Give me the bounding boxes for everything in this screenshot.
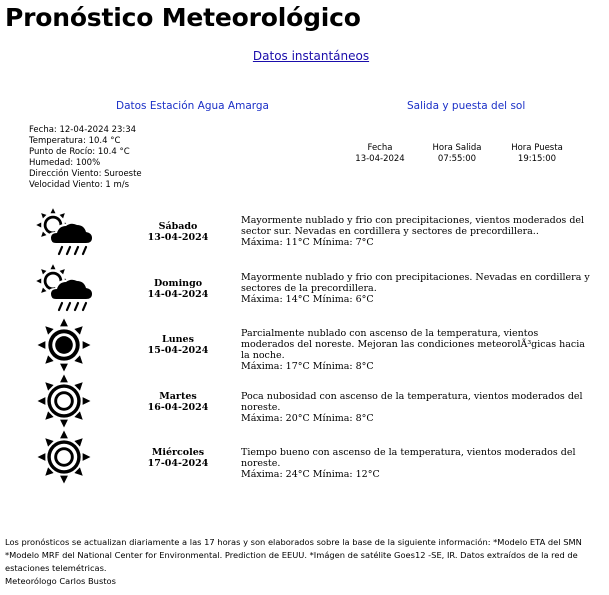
forecast-row: [0, 318, 609, 374]
sun-title: Salida y puesta del sol: [407, 100, 526, 112]
forecast-date: 15-04-2024: [147, 345, 209, 356]
forecast-description: [241, 328, 591, 372]
station-dew-point: Punto de Rocío: 10.4 °C: [29, 147, 130, 157]
sun-value-sunset: 19:15:00: [517, 153, 557, 164]
forecast-temps: Máxima: 14°C Mínima: 6°C: [241, 294, 374, 305]
sun-col-sunset: [506, 143, 568, 164]
forecast-day-name: Martes: [159, 391, 197, 402]
station-date: Fecha: 12-04-2024 23:34: [29, 125, 137, 135]
footer-author: Meteorólogo Carlos Bustos: [5, 576, 116, 586]
forecast-temps: Máxima: 20°C Mínima: 8°C: [241, 413, 374, 424]
sun-cloud-rain-icon: [32, 204, 96, 260]
station-temperature: Temperatura: 10.4 °C: [29, 136, 121, 146]
forecast-day-name: Sábado: [158, 221, 198, 232]
forecast-row: [0, 204, 609, 260]
forecast-date: 17-04-2024: [147, 458, 209, 469]
forecast-day-name: Miércoles: [151, 447, 205, 458]
footer-notes: [5, 536, 605, 588]
sun-cloud-rain-icon: [32, 260, 96, 316]
sun-icon: [32, 318, 96, 374]
sun-col-sunrise: [426, 143, 488, 164]
forecast-temps: Máxima: 17°C Mínima: 8°C: [241, 361, 374, 372]
forecast-text: Poca nubosidad con ascenso de la temperatura, vientos moderados del noreste.: [241, 391, 583, 413]
forecast-temps: Máxima: 11°C Mínima: 7°C: [241, 237, 374, 248]
forecast-date: 16-04-2024: [147, 402, 209, 413]
sun-header-sunrise: Hora Salida: [432, 143, 482, 153]
forecast-date: 14-04-2024: [147, 289, 209, 300]
instant-data-link[interactable]: Datos instantáneos: [252, 49, 370, 63]
forecast-day-label: [138, 447, 218, 469]
sun-value-sunrise: 07:55:00: [437, 153, 477, 164]
forecast-text: Parcialmente nublado con ascenso de la temperatura, vientos moderados del noreste. Mejoran las condiciones meteorolÃ³gicas hacia la noche.: [241, 328, 585, 361]
forecast-day-label: [138, 221, 218, 243]
page-title: Pronóstico Meteorológico: [5, 3, 361, 32]
station-wind-speed: Velocidad Viento: 1 m/s: [29, 180, 130, 190]
station-humidity: Humedad: 100%: [29, 158, 101, 168]
forecast-row: [0, 430, 609, 486]
forecast-day-name: Lunes: [162, 334, 194, 345]
forecast-text: Mayormente nublado y frio con precipitaciones. Nevadas en cordillera y sectores de la precordillera.: [241, 272, 590, 294]
forecast-day-label: [138, 278, 218, 300]
forecast-text: Tiempo bueno con ascenso de la temperatura, vientos moderados del noreste.: [241, 447, 576, 469]
sun-header-date: Fecha: [367, 143, 393, 153]
station-data: [29, 125, 142, 191]
forecast-description: [241, 215, 591, 248]
forecast-text: Mayormente nublado y frio con precipitaciones, vientos moderados del sector sur. Nevadas en cordillera y sectores de precordillera..: [241, 215, 585, 237]
forecast-description: [241, 447, 591, 480]
forecast-day-label: [138, 391, 218, 413]
station-title: Datos Estación Agua Amarga: [116, 100, 269, 112]
sun-outline-icon: [32, 430, 96, 486]
sun-header-sunset: Hora Puesta: [511, 143, 563, 153]
forecast-temps: Máxima: 24°C Mínima: 12°C: [241, 469, 380, 480]
forecast-row: [0, 374, 609, 430]
forecast-description: [241, 272, 591, 305]
sun-value-date: 13-04-2024: [355, 153, 405, 164]
forecast-day-label: [138, 334, 218, 356]
forecast-date: 13-04-2024: [147, 232, 209, 243]
forecast-row: [0, 260, 609, 316]
station-wind-direction: Dirección Viento: Suroeste: [29, 169, 142, 179]
footer-text: Los pronósticos se actualizan diariamente a las 17 horas y son elaborados sobre la base de la siguiente información: *Modelo ETA del SMN *Modelo MRF del National Center for Environmental. Prediction de EEUU. *Imágen de satélite Goes12 -SE, IR. Datos extraídos de la red de estaciones telemétricas.: [5, 537, 582, 573]
sun-col-date: [352, 143, 408, 164]
sun-outline-icon: [32, 374, 96, 430]
forecast-description: [241, 391, 591, 424]
forecast-day-name: Domingo: [153, 278, 203, 289]
